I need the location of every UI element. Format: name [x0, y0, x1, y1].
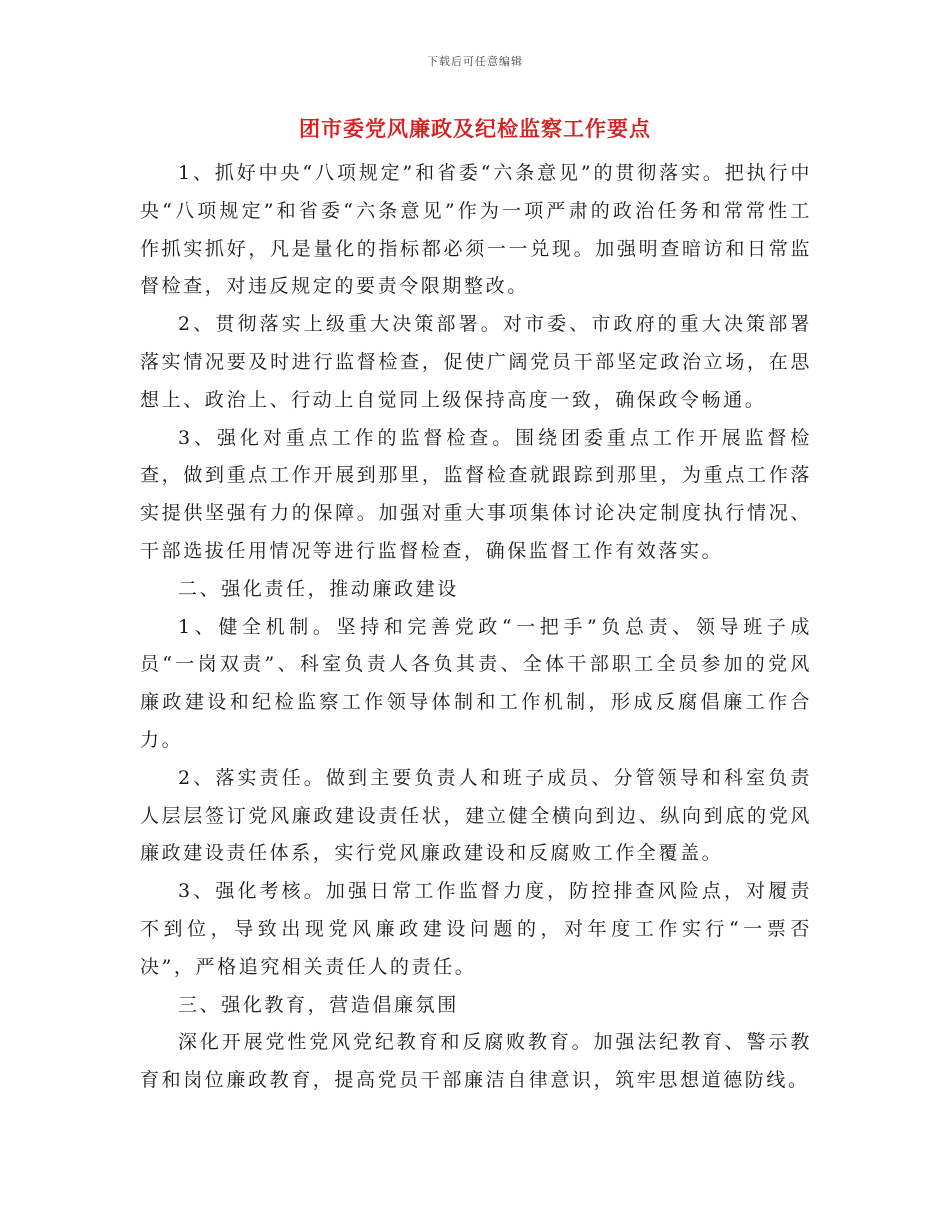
section-heading-2: 二、强化责任，推动廉政建设 [178, 577, 459, 600]
document-body [140, 155, 812, 1100]
document-title: 团市委党风廉政及纪检监察工作要点 [299, 116, 651, 141]
paragraph-5: 2、落实责任。做到主要负责人和班子成员、分管领导和科室负责人层层签订党风廉政建设责任状，建立健全横向到边、纵向到底的党风廉政建设责任体系，实行党风廉政建设和反腐败工作全覆盖。 [140, 766, 812, 865]
paragraph-4: 1、健全机制。坚持和完善党政“一把手”负总责、领导班子成员“一岗双责”、科室负责人各负其责、全体干部职工全员参加的党风廉政建设和纪检监察工作领导体制和工作机制，形成反腐倡廉工作合力。 [140, 615, 812, 751]
paragraph-3: 3、强化对重点工作的监督检查。围绕团委重点工作开展监督检查，做到重点工作开展到那里，监督检查就跟踪到那里，为重点工作落实提供坚强有力的保障。加强对重大事项集体讨论决定制度执行情况、干部选拔任用情况等进行监督检查，确保监督工作有效落实。 [140, 426, 812, 562]
header-note: 下载后可任意编辑 [427, 55, 523, 68]
paragraph-7: 深化开展党性党风党纪教育和反腐败教育。加强法纪教育、警示教育和岗位廉政教育，提高党员干部廉洁自律意识，筑牢思想道德防线。 [140, 1031, 812, 1092]
paragraph-6: 3、强化考核。加强日常工作监督力度，防控排查风险点，对履责不到位，导致出现党风廉政建设问题的，对年度工作实行“一票否决”，严格追究相关责任人的责任。 [140, 880, 812, 978]
paragraph-2: 2、贯彻落实上级重大决策部署。对市委、市政府的重大决策部署落实情况要及时进行监督检查，促使广阔党员干部坚定政治立场，在思想上、政治上、行动上自觉同上级保持高度一致，确保政令畅通。 [140, 313, 812, 411]
paragraph-1: 1、抓好中央“八项规定”和省委“六条意见”的贯彻落实。把执行中央“八项规定”和省委“六条意见”作为一项严肃的政治任务和常常性工作抓实抓好，凡是量化的指标都必须一一兑现。加强明查暗访和日常监督检查，对违反规定的要责令限期整改。 [140, 162, 812, 298]
section-heading-3: 三、强化教育，营造倡廉氛围 [178, 993, 459, 1016]
